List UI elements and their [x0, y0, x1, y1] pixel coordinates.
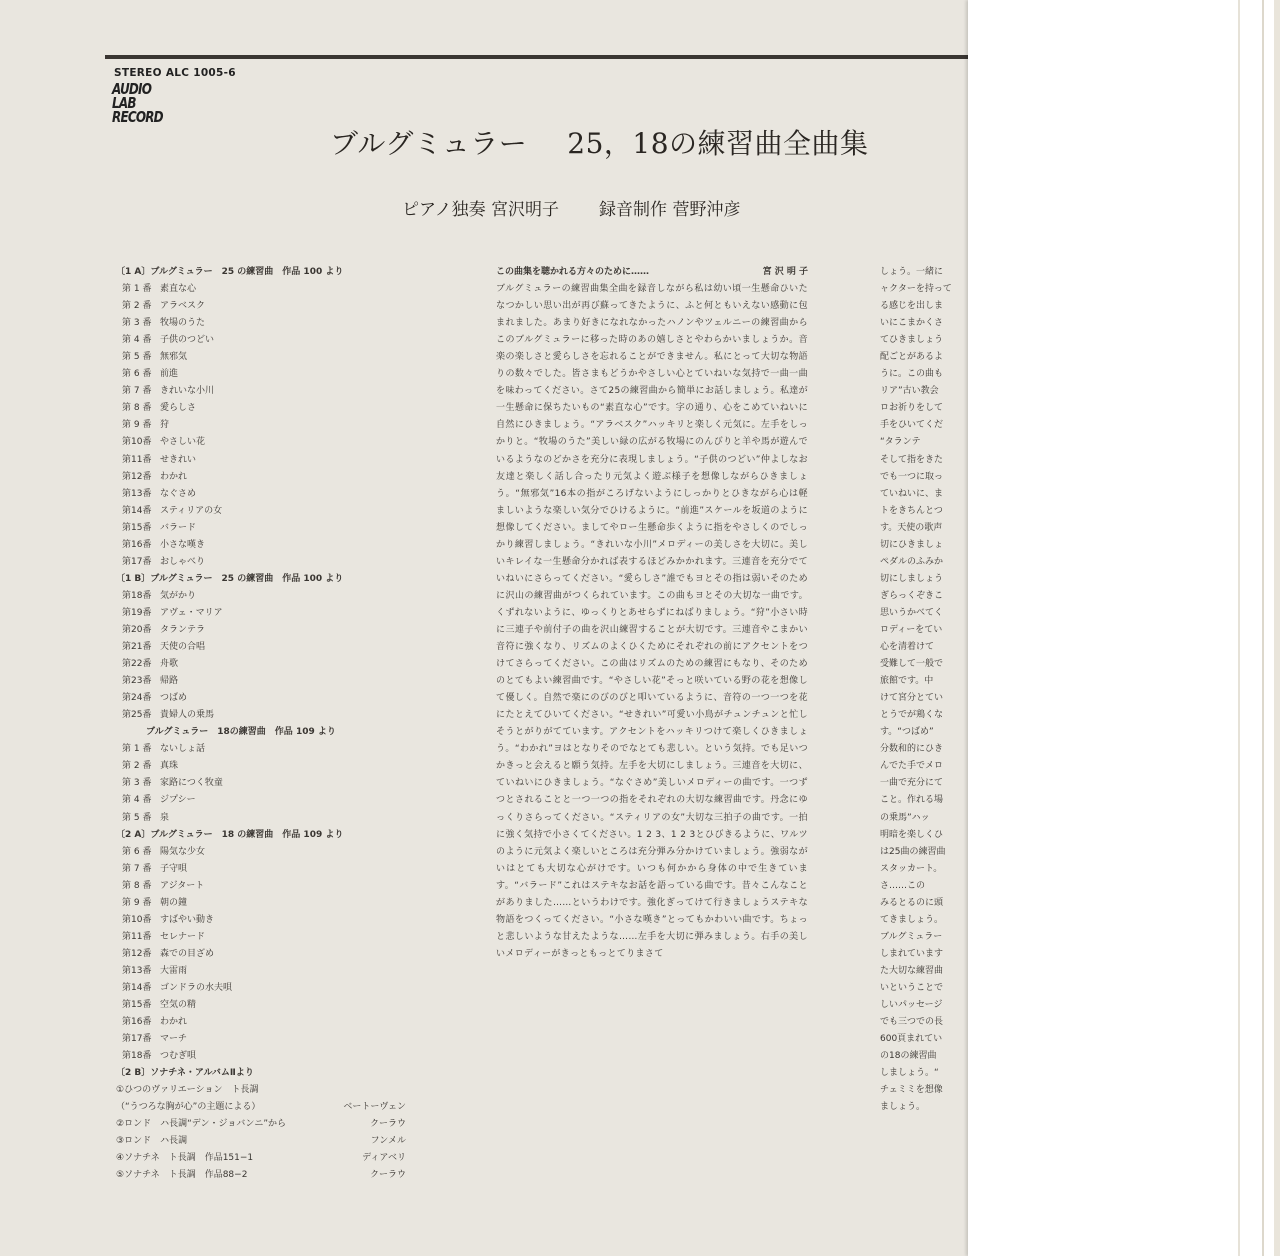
track-number: 第24番: [122, 693, 152, 704]
track-item: [116, 861, 426, 878]
track-number: 第16番: [122, 539, 152, 550]
track-number: 第13番: [122, 488, 152, 499]
track-item: [116, 315, 426, 332]
track-number: 第 7 番: [122, 386, 152, 397]
liner-notes: [496, 264, 808, 963]
track-number: 第23番: [122, 676, 152, 687]
track-item: [116, 366, 426, 383]
logo-line-audio: AUDIO: [112, 80, 152, 98]
track-title: 泉: [160, 812, 170, 823]
track-title: アジタート: [160, 880, 205, 891]
track-title: 子守唄: [160, 863, 188, 874]
credit-recording: 録音制作 菅野沖彦: [599, 200, 741, 220]
credits: [402, 195, 740, 220]
sleeve-edge: [1262, 0, 1264, 1256]
notes-line: リア”古い教会: [880, 386, 939, 397]
track-number: 第16番: [122, 1017, 152, 1028]
notes-line: ペダルのふみか: [880, 556, 944, 567]
track-number: 第21番: [122, 642, 152, 653]
notes-line: ロディーをてい: [880, 624, 943, 635]
track-title: ないしょ話: [160, 744, 206, 755]
notes-line: 旅館です。中: [880, 676, 934, 687]
track-item: [116, 537, 426, 554]
notes-line: 配ごとがあるよ: [880, 352, 944, 363]
notes-heading: この曲集を聴かれる方々のために……: [496, 267, 650, 277]
notes-line: チェミミを想像: [880, 1085, 943, 1096]
notes-line: でも一つに取っ: [880, 471, 944, 482]
notes-line: んでた手でメロ: [880, 761, 944, 772]
track-item: [116, 980, 426, 997]
track-item: [116, 520, 426, 537]
track-title: せきれい: [160, 454, 197, 465]
track-item: [116, 639, 426, 656]
track-title: 舟歌: [160, 659, 179, 670]
white-insert-panel: [968, 0, 1280, 1256]
notes-line: 受難して一般で: [880, 659, 944, 670]
sleeve-edge: [1238, 0, 1240, 1256]
track-number: 第17番: [122, 1034, 152, 1045]
notes-line: 切にひきましょ: [880, 539, 944, 550]
track-item: [116, 1150, 426, 1167]
track-item: [116, 810, 426, 827]
track-title: スティリアの女: [160, 505, 223, 516]
track-item: [116, 707, 426, 724]
track-title: 前進: [160, 369, 179, 380]
album-title: [330, 122, 869, 162]
track-number: 第25番: [122, 710, 152, 721]
track-composer: [396, 1082, 406, 1099]
track-title: 天使の合唱: [160, 642, 206, 653]
track-number: 第 9 番: [122, 897, 152, 908]
track-title: おしゃべり: [160, 556, 206, 567]
notes-line: 手をひいてくだ: [880, 420, 944, 431]
track-number: 第14番: [122, 505, 152, 516]
track-item: [116, 281, 426, 298]
track-title: アラベスク: [160, 301, 206, 312]
track-number: 第13番: [122, 965, 152, 976]
track-title: 真珠: [160, 761, 179, 772]
track-number: 第11番: [122, 931, 152, 942]
track-number: 第 7 番: [122, 863, 152, 874]
catalog-number: STEREO ALC 1005‑6: [114, 67, 236, 79]
track-item: [116, 656, 426, 673]
track-item: [116, 1116, 426, 1133]
track-number: 第 4 番: [122, 335, 152, 346]
track-title: 陽気な少女: [160, 846, 206, 857]
track-title: わかれ: [160, 1017, 188, 1028]
title-composer: ブルグミュラー: [330, 127, 528, 160]
track-item: [116, 1082, 426, 1099]
track-title: 狩: [160, 420, 170, 431]
track-number: 第10番: [122, 437, 152, 448]
notes-line: とうでが鶏くな: [880, 710, 944, 721]
track-title: ゴンドラの水夫唄: [160, 982, 233, 993]
notes-line: 心を清着けて: [880, 642, 935, 653]
notes-line: る感じを出しま: [880, 301, 944, 312]
notes-line: は25曲の練習曲: [880, 846, 946, 857]
track-number: 第 9 番: [122, 420, 152, 431]
track-number: 第 4 番: [122, 795, 152, 806]
track-composer: フンメル: [370, 1136, 406, 1147]
track-number: 第22番: [122, 659, 152, 670]
notes-line: けて宮分とてい: [880, 693, 944, 704]
tracklist-section-header: 〔1 A〕ブルグミュラー 25 の練習曲 作品 100 より: [116, 267, 344, 277]
track-number: 第19番: [122, 607, 152, 618]
track-item: [116, 895, 426, 912]
track-title: ①ひつのヴァリエーション ト長調: [116, 1085, 259, 1096]
track-title: なぐさめ: [160, 488, 197, 499]
notes-line: 明暗を楽しくひ: [880, 829, 944, 840]
track-number: 第 3 番: [122, 318, 152, 329]
notes-line: いにこまかくさ: [880, 318, 944, 329]
track-title: ジプシー: [160, 795, 196, 806]
track-number: 第 8 番: [122, 403, 152, 414]
notes-line: しょう。一緒に: [880, 267, 944, 277]
track-number: 第15番: [122, 1000, 152, 1011]
track-item: [116, 554, 426, 571]
track-number: 第 2 番: [122, 761, 152, 772]
logo-line-record: RECORD: [112, 108, 163, 126]
track-number: 第18番: [122, 1051, 152, 1062]
notes-line: しいパッセージ: [880, 1000, 943, 1011]
track-number: 第10番: [122, 914, 152, 925]
track-title: 朝の鐘: [160, 897, 188, 908]
track-number: 第18番: [122, 590, 152, 601]
track-title: ③ロンド ハ長調: [116, 1136, 188, 1147]
track-item: [116, 1133, 426, 1150]
notes-line: “タランテ: [880, 437, 921, 448]
track-composer: ディアベリ: [362, 1153, 406, 1164]
track-title: 子供のつどい: [160, 335, 215, 346]
track-item: [116, 588, 426, 605]
track-number: 第 6 番: [122, 846, 152, 857]
notes-line: た大切な練習曲: [880, 965, 944, 976]
track-item: [116, 946, 426, 963]
track-title: タランテラ: [160, 624, 206, 635]
track-item: [116, 434, 426, 451]
notes-line: いということで: [880, 982, 944, 993]
track-number: 第17番: [122, 556, 152, 567]
notes-line: す。“つばめ”: [880, 727, 934, 738]
track-title: すばやい動き: [160, 914, 215, 925]
track-title: 帰路: [160, 676, 179, 687]
notes-line: しましょう。“: [880, 1068, 939, 1079]
track-number: 第20番: [122, 624, 152, 635]
track-title: アヴェ・マリア: [160, 607, 223, 618]
track-title: つばめ: [160, 693, 188, 704]
track-number: 第 6 番: [122, 369, 152, 380]
track-title: 気がかり: [160, 590, 197, 601]
track-title: やさしい花: [160, 437, 206, 448]
notes-line: うに。この曲も: [880, 369, 944, 380]
track-number: 第12番: [122, 471, 152, 482]
track-number: 第 2 番: [122, 301, 152, 312]
notes-line: す。天使の歌声: [880, 522, 943, 533]
notes-line: 思いうかべてく: [880, 607, 944, 618]
notes-line: みるとるのに頭: [880, 897, 944, 908]
track-composer: クーラウ: [369, 1119, 406, 1130]
notes-body: ブルグミュラーの練習曲集全曲を録音しながら私は幼い頃一生懸命ひいたなつかしい思い出が再び蘇ってきたように、ふと何ともいえない感動に包まれました。あまり好きになれなかったハノンやツェルニーの練習曲からこのブルグミュラーに移った時のあの嬉しさとやわらかいましょうか。音楽の楽しさと愛らしさを忘れることができません。私にとって大切な物語りの数々でした。皆さまもどうかやさしい心とていねいな気持で一曲一曲を味わってください。さて25の練習曲から簡単にお話しましょう。私達が一生懸命に保ちたいもの“素直な心”です。字の通り、心をこめていねいに自然にひきましょう。“アラベスク”ハッキリと楽しく元気に。左手をしっかりと。“牧場のうた”美しい緑の広がる牧場にのんびりと羊や馬が遊んでいるようなのどかさを充分に表現しましょう。“子供のつどい”仲よしなお友達と楽しく話し合ったり元気よく遊ぶ様子を想像しながらひきましょう。“無邪気”16本の指がころげないようにしっかりとひきながら心は軽ましいような楽しい気分でひけるように。“前進”スケールを坂道のように想像してください。ましてやロー生懸命歩くように指をやさしくのでしっかり練習しましょう。“きれいな小川”メロディーの美しさを大切に。美しいキレイな一生懸命分かれば表するほどみかかれます。三連音を充分でていねいにさらってください。“愛らしさ”誰でもヨとその指は弱いそのために沢山の練習曲がつくられています。この曲もヨとその大切な一曲です。くずれないように、ゆっくりとあせらずにねばりましょう。“狩”小さい時に三連子や前付子の曲を沢山練習することが大切です。三連音やこまかい音符に強くなり、リズムのよくひくためにそれぞれの前にアクセントをつけてさらってください。この曲はリズムのための練習にもなり、そのためのとてもよい練習曲です。“やさしい花”そっと咲いている野の花を想像して優しく。自然で楽にのびのびと叩いているように、音符の一つ一つを花にたとえてひいてください。“せきれい”可愛い小鳥がチュンチュンと忙しそうとがりがてています。アクセントをハッキリつけて楽しくひきましょう。“わかれ”ヨはとなりそのでなとても悲しい。という気持。でも足いつかきっと会えると願う気持。左手を大切にしましょう。三連音を大切に、ていねいにひきましょう。“なぐさめ”美しいメロディーの曲です。一つずつとされることと一つ一つの指をそれぞれの大切な練習曲です。丹念にゆっくりさらってください。“スティリアの女”大切な三拍子の曲です。一拍に強く気持で小さくてください。1 2 3、1 2 3とひびきるように、ワルツのように元気よく楽しいところは充分弾み分かけていましょう。強弱ながいはとても大切な心がけです。いつも何かから身体の中で生きています。“バラード”これはステキなお話を語っている曲です。昔々こんなことがありました……というわけです。強化ぎってけて行きましょうステキな物語をつくってください。“小さな嘆き”とってもかわいい曲です。ちょっと悲しいような甘えたような……左手を大切に弾みましょう。右手の美しいメロディーがきっともっとてりまさて: [496, 284, 808, 959]
track-item: [116, 963, 426, 980]
track-title: 小さな嘆き: [160, 539, 206, 550]
notes-line: ましょう。: [880, 1102, 926, 1113]
notes-line: ブルグミュラー: [880, 931, 943, 942]
track-title: ②ロンド ハ長調“デン・ジョバンニ”から: [116, 1119, 287, 1130]
tracklist-section-header: 〔1 B〕ブルグミュラー 25 の練習曲 作品 100 より: [116, 573, 344, 584]
track-item: [116, 1167, 426, 1184]
track-item: [116, 605, 426, 622]
credit-piano: ピアノ独奏 宮沢明子: [402, 200, 560, 220]
notes-line: スタッカート。: [880, 863, 943, 874]
track-number: 第11番: [122, 454, 152, 465]
track-item: [116, 792, 426, 809]
notes-line: 600頁まれてい: [880, 1034, 943, 1045]
track-title: 素直な心: [160, 284, 197, 295]
track-item: [116, 929, 426, 946]
track-item: [116, 417, 426, 434]
track-title: マーチ: [160, 1034, 188, 1045]
track-number: 第14番: [122, 982, 152, 993]
track-item: [116, 775, 426, 792]
track-item: [116, 741, 426, 758]
track-number: 第 1 番: [122, 744, 152, 755]
notes-line: てきましょう。: [880, 914, 944, 925]
track-item: [116, 452, 426, 469]
notes-line: 一曲で充分にて: [880, 778, 944, 789]
track-title: （“うつろな胸が心”の主題による）: [116, 1102, 261, 1113]
track-item: [116, 1048, 426, 1065]
track-item: [116, 486, 426, 503]
track-item: [116, 844, 426, 861]
notes-line: さ……この: [880, 880, 926, 891]
sleeve-edge: [1274, 0, 1280, 1256]
track-title: 大雷雨: [160, 965, 188, 976]
notes-author: 宮 沢 明 子: [762, 267, 808, 277]
track-item: [116, 349, 426, 366]
notes-heading-row: [496, 264, 808, 281]
track-item: [116, 503, 426, 520]
track-item: [116, 383, 426, 400]
notes-line: しまれています: [880, 948, 944, 959]
track-item: [116, 673, 426, 690]
track-title: ④ソナチネ ト長調 作品151−1: [116, 1153, 254, 1164]
notes-line: ていねいに、ま: [880, 488, 944, 499]
tracklist-section-header: 〔2 A〕ブルグミュラー 18 の練習曲 作品 109 より: [116, 829, 344, 840]
track-title: ⑤ソナチネ ト長調 作品88−2: [116, 1170, 248, 1181]
track-item: [116, 758, 426, 775]
notes-line: トをきちんとつ: [880, 505, 943, 516]
track-item: [116, 469, 426, 486]
notes-line: ぎらっくぞきこ: [880, 590, 944, 601]
notes-line: ロお祈りをして: [880, 403, 944, 414]
track-title: 牧場のうた: [160, 318, 206, 329]
track-title: 無邪気: [160, 352, 188, 363]
track-item: [116, 298, 426, 315]
track-composer: ベートーヴェン: [343, 1102, 406, 1113]
track-title: 家路につく牧童: [160, 778, 223, 789]
track-item: [116, 1099, 426, 1116]
track-number: 第 8 番: [122, 880, 152, 891]
track-title: 空気の精: [160, 1000, 197, 1011]
track-number: 第 3 番: [122, 778, 152, 789]
notes-line: てひきましょう: [880, 335, 944, 346]
track-number: 第 5 番: [122, 812, 152, 823]
track-number: 第 1 番: [122, 284, 152, 295]
notes-line: そして指をきた: [880, 454, 944, 465]
track-title: つむぎ唄: [160, 1051, 197, 1062]
audio-lab-record-logo: [112, 82, 190, 124]
track-composer: クーラウ: [369, 1170, 406, 1181]
track-number: 第 5 番: [122, 352, 152, 363]
track-item: [116, 622, 426, 639]
track-item: [116, 878, 426, 895]
tracklist-section-header: ブルグミュラー 18の練習曲 作品 109 より: [146, 727, 336, 738]
track-title: 森での目ざめ: [160, 948, 215, 959]
notes-line: でも三つでの長: [880, 1017, 944, 1028]
notes-line: の18の練習曲: [880, 1051, 937, 1062]
track-title: 貴婦人の乗馬: [160, 710, 215, 721]
title-works: 25，18の練習曲全曲集: [567, 127, 869, 160]
track-item: [116, 400, 426, 417]
track-title: バラード: [160, 522, 197, 533]
track-title: きれいな小川: [160, 386, 215, 397]
track-item: [116, 997, 426, 1014]
tracklist-section-header: 〔2 B〕ソナチネ・アルバムⅡより: [116, 1068, 254, 1079]
track-item: [116, 332, 426, 349]
notes-line: こと。作れる場: [880, 795, 944, 806]
track-item: [116, 690, 426, 707]
track-item: [116, 1014, 426, 1031]
track-number: 第12番: [122, 948, 152, 959]
notes-line: 分数和的にひき: [880, 744, 944, 755]
notes-line: ャクターを持って: [880, 284, 952, 295]
track-title: わかれ: [160, 471, 188, 482]
tracklist: [116, 264, 426, 1185]
liner-notes-continuation: [880, 264, 968, 1116]
track-item: [116, 1031, 426, 1048]
track-title: 愛らしさ: [160, 403, 197, 414]
top-rule: [105, 55, 968, 59]
notes-line: の乗馬”ハッ: [880, 812, 930, 823]
track-title: セレナード: [160, 931, 206, 942]
notes-line: 切にしましょう: [880, 573, 944, 584]
track-item: [116, 912, 426, 929]
logo-line-lab: LAB: [112, 94, 136, 112]
track-number: 第15番: [122, 522, 152, 533]
